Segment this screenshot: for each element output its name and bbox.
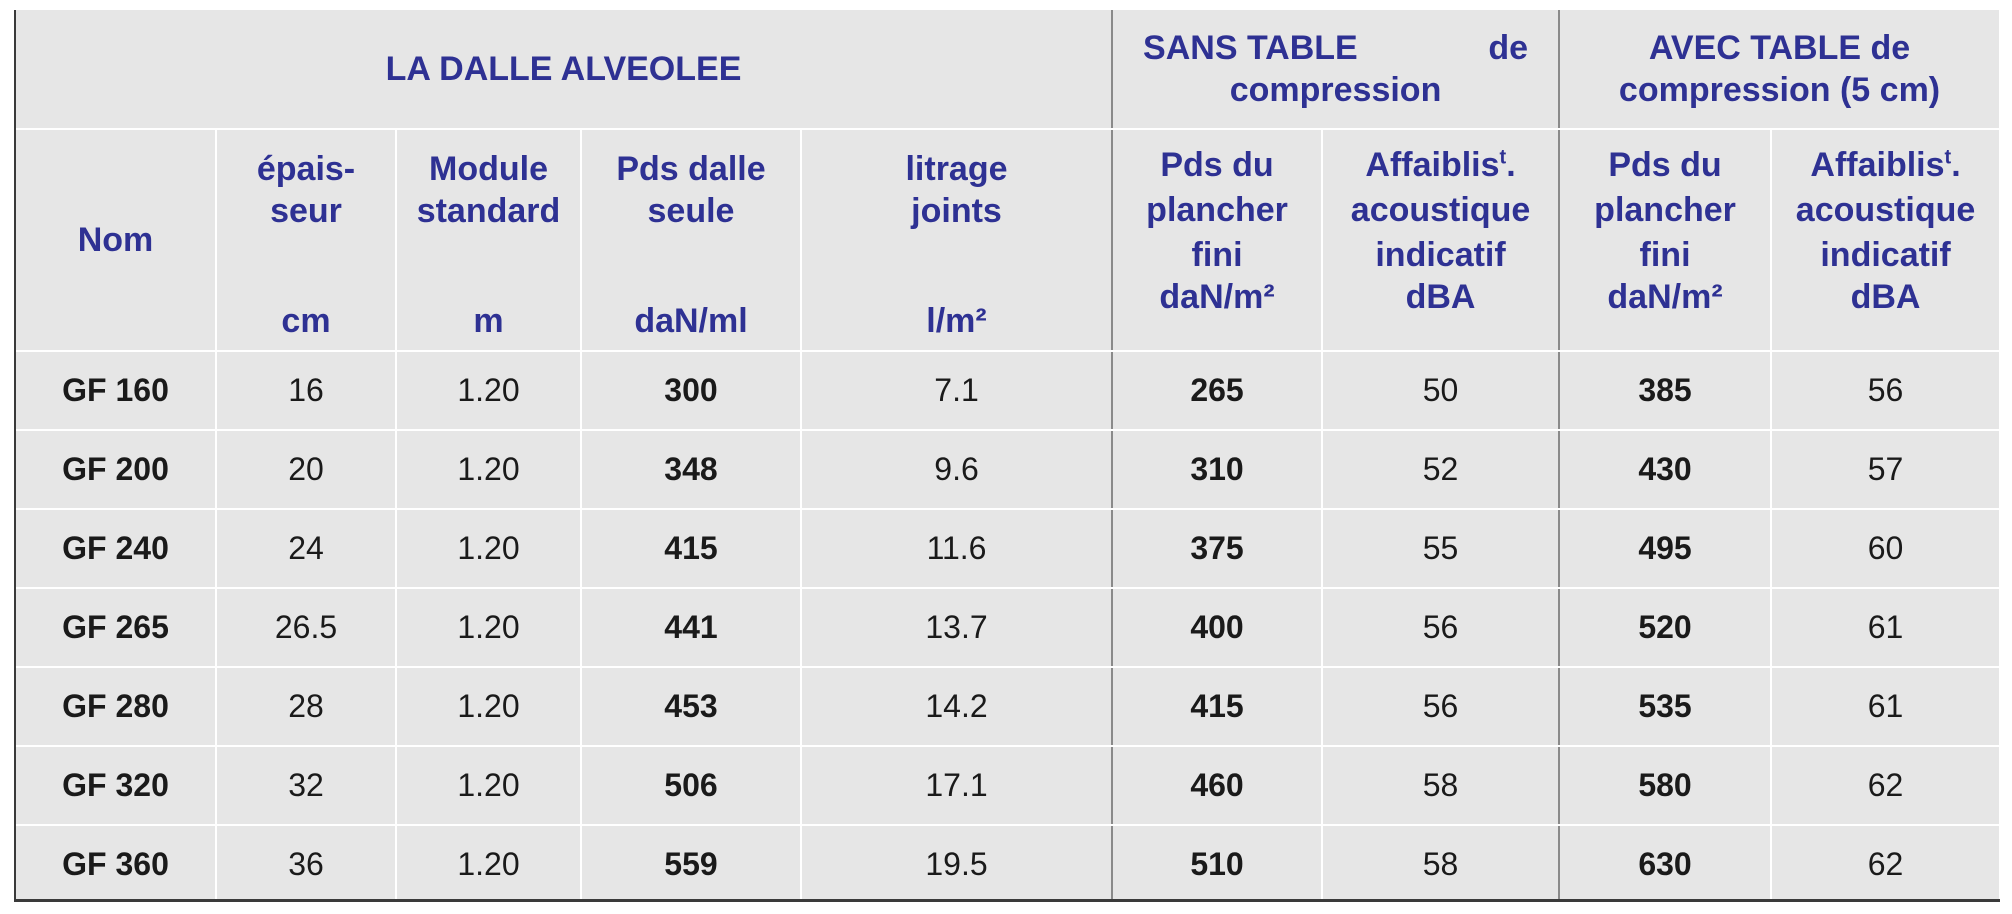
- cell-avec-pds: 580: [1559, 746, 1771, 825]
- cell-litrage: 11.6: [801, 509, 1112, 588]
- col-header-epaisseur: épais- seur cm: [216, 129, 396, 351]
- col-header-avec-affaiblissement: Affaiblis$^t$. acoustique indicatif dBA: [1771, 129, 2000, 351]
- cell-epaisseur: 26.5: [216, 588, 396, 667]
- group-header-row: [16, 10, 2000, 129]
- cell-sans-pds: 415: [1112, 667, 1322, 746]
- cell-epaisseur: 32: [216, 746, 396, 825]
- cell-avec-affaib: 62: [1771, 746, 2000, 825]
- cell-avec-affaib: 60: [1771, 509, 2000, 588]
- group-title-sans-line2: compression: [1229, 71, 1442, 109]
- specs-table-frame: [14, 10, 2000, 902]
- table-row: [16, 351, 2000, 430]
- cell-pds-dalle: 559: [581, 825, 801, 902]
- cell-pds-dalle: 300: [581, 351, 801, 430]
- col-header-module: Module standard m: [396, 129, 581, 351]
- cell-nom: GF 280: [16, 667, 216, 746]
- col-header-avec-pds-plancher: Pds du plancher fini daN/m²: [1559, 129, 1771, 351]
- cell-nom: GF 360: [16, 825, 216, 902]
- cell-litrage: 13.7: [801, 588, 1112, 667]
- cell-litrage: 19.5: [801, 825, 1112, 902]
- cell-nom: GF 265: [16, 588, 216, 667]
- cell-sans-affaib: 56: [1322, 667, 1559, 746]
- cell-litrage: 7.1: [801, 351, 1112, 430]
- cell-avec-affaib: 57: [1771, 430, 2000, 509]
- cell-litrage: 17.1: [801, 746, 1112, 825]
- col-header-nom: Nom: [16, 129, 216, 351]
- cell-module: 1.20: [396, 430, 581, 509]
- table-row: [16, 509, 2000, 588]
- group-title-dalle: LA DALLE ALVEOLEE: [385, 50, 742, 88]
- cell-epaisseur: 24: [216, 509, 396, 588]
- table-row: [16, 825, 2000, 902]
- table-row: [16, 667, 2000, 746]
- cell-avec-pds: 520: [1559, 588, 1771, 667]
- table-row: [16, 430, 2000, 509]
- cell-avec-pds: 385: [1559, 351, 1771, 430]
- cell-avec-pds: 430: [1559, 430, 1771, 509]
- cell-pds-dalle: 453: [581, 667, 801, 746]
- cell-pds-dalle: 506: [581, 746, 801, 825]
- dalle-alveolee-table: [16, 10, 2000, 902]
- group-title-avec-line2: compression (5 cm): [1618, 71, 1941, 109]
- group-title-avec-line1: AVEC TABLE de: [1648, 29, 1911, 67]
- cell-sans-affaib: 58: [1322, 746, 1559, 825]
- cell-sans-pds: 400: [1112, 588, 1322, 667]
- cell-nom: GF 200: [16, 430, 216, 509]
- cell-sans-pds: 510: [1112, 825, 1322, 902]
- cell-nom: GF 320: [16, 746, 216, 825]
- table-row: [16, 746, 2000, 825]
- cell-module: 1.20: [396, 746, 581, 825]
- col-header-sans-affaiblissement: Affaiblis$^t$. acoustique indicatif dBA: [1322, 129, 1559, 351]
- cell-sans-pds: 460: [1112, 746, 1322, 825]
- cell-sans-affaib: 58: [1322, 825, 1559, 902]
- cell-epaisseur: 36: [216, 825, 396, 902]
- cell-pds-dalle: 348: [581, 430, 801, 509]
- cell-nom: GF 240: [16, 509, 216, 588]
- table-row: [16, 588, 2000, 667]
- cell-epaisseur: 28: [216, 667, 396, 746]
- cell-module: 1.20: [396, 588, 581, 667]
- cell-pds-dalle: 441: [581, 588, 801, 667]
- cell-litrage: 14.2: [801, 667, 1112, 746]
- cell-module: 1.20: [396, 509, 581, 588]
- cell-sans-affaib: 55: [1322, 509, 1559, 588]
- cell-avec-affaib: 61: [1771, 588, 2000, 667]
- cell-sans-affaib: 56: [1322, 588, 1559, 667]
- cell-sans-pds: 375: [1112, 509, 1322, 588]
- group-header-sans-table: [1112, 10, 1559, 129]
- column-header-row: [16, 129, 2000, 351]
- group-header-dalle: [16, 10, 1112, 129]
- col-header-sans-pds-plancher: Pds du plancher fini daN/m²: [1112, 129, 1322, 351]
- col-header-litrage: litrage joints l/m²: [801, 129, 1112, 351]
- cell-nom: GF 160: [16, 351, 216, 430]
- cell-epaisseur: 20: [216, 430, 396, 509]
- cell-module: 1.20: [396, 351, 581, 430]
- cell-avec-affaib: 56: [1771, 351, 2000, 430]
- cell-litrage: 9.6: [801, 430, 1112, 509]
- cell-avec-pds: 495: [1559, 509, 1771, 588]
- cell-sans-affaib: 50: [1322, 351, 1559, 430]
- cell-module: 1.20: [396, 667, 581, 746]
- cell-epaisseur: 16: [216, 351, 396, 430]
- col-header-pds-dalle: Pds dalle seule daN/ml: [581, 129, 801, 351]
- cell-avec-pds: 535: [1559, 667, 1771, 746]
- cell-sans-affaib: 52: [1322, 430, 1559, 509]
- cell-module: 1.20: [396, 825, 581, 902]
- cell-avec-pds: 630: [1559, 825, 1771, 902]
- cell-sans-pds: 265: [1112, 351, 1322, 430]
- group-header-avec-table: [1559, 10, 2000, 129]
- cell-avec-affaib: 61: [1771, 667, 2000, 746]
- group-title-sans-line1: SANS TABLE de: [1143, 29, 1529, 67]
- cell-sans-pds: 310: [1112, 430, 1322, 509]
- cell-pds-dalle: 415: [581, 509, 801, 588]
- cell-avec-affaib: 62: [1771, 825, 2000, 902]
